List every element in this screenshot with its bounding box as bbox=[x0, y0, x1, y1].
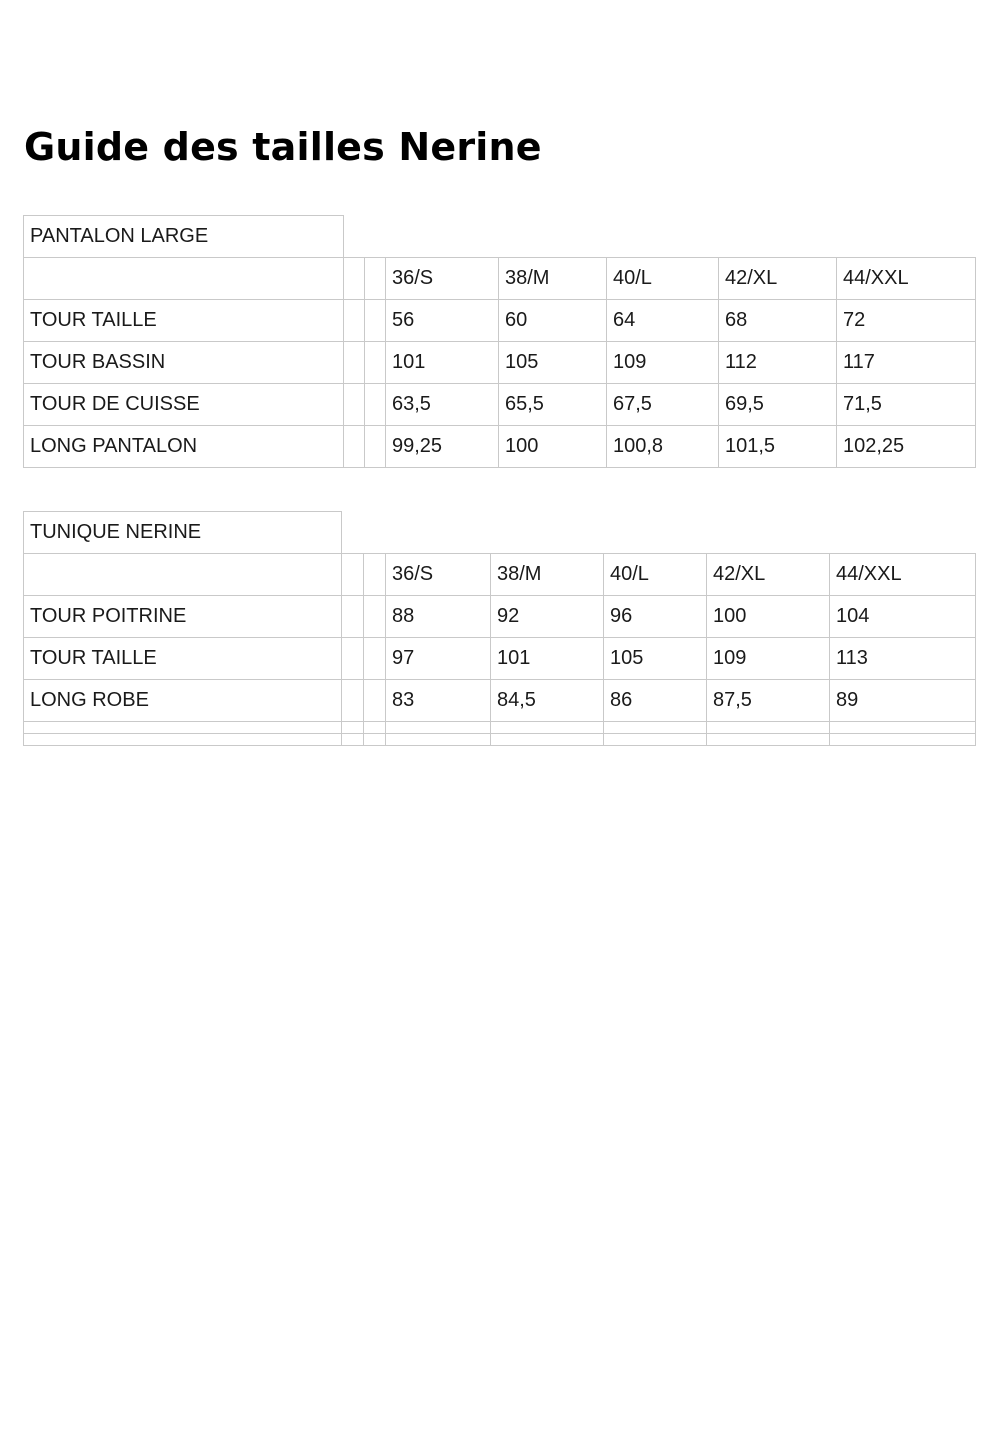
cell-value: 71,5 bbox=[837, 384, 976, 426]
table-title-row bbox=[24, 512, 976, 554]
cell-value: 86 bbox=[604, 680, 707, 722]
cell-value: 100,8 bbox=[607, 426, 719, 468]
cell-value: 99,25 bbox=[386, 426, 499, 468]
row-label: LONG ROBE bbox=[24, 680, 342, 722]
cell-value: 101,5 bbox=[719, 426, 837, 468]
empty-row bbox=[24, 722, 976, 734]
cell-value: 104 bbox=[830, 596, 976, 638]
row-label: TOUR TAILLE bbox=[24, 300, 344, 342]
table-row bbox=[24, 426, 976, 468]
cell-value: 72 bbox=[837, 300, 976, 342]
size-header-row bbox=[24, 258, 976, 300]
size-header: 42/XL bbox=[719, 258, 837, 300]
size-table-pantalon bbox=[23, 215, 976, 468]
cell-value: 101 bbox=[491, 638, 604, 680]
size-header: 40/L bbox=[604, 554, 707, 596]
row-label: TOUR TAILLE bbox=[24, 638, 342, 680]
cell-value: 112 bbox=[719, 342, 837, 384]
cell-value: 100 bbox=[499, 426, 607, 468]
cell-value: 102,25 bbox=[837, 426, 976, 468]
cell-value: 92 bbox=[491, 596, 604, 638]
cell-value: 67,5 bbox=[607, 384, 719, 426]
cell-value: 89 bbox=[830, 680, 976, 722]
size-header: 36/S bbox=[386, 554, 491, 596]
page-title: Guide des tailles Nerine bbox=[24, 125, 542, 169]
cell-value: 56 bbox=[386, 300, 499, 342]
cell-value: 64 bbox=[607, 300, 719, 342]
row-label: TOUR POITRINE bbox=[24, 596, 342, 638]
cell-value: 68 bbox=[719, 300, 837, 342]
cell-value: 63,5 bbox=[386, 384, 499, 426]
size-header: 44/XXL bbox=[837, 258, 976, 300]
table-row bbox=[24, 342, 976, 384]
cell-value: 60 bbox=[499, 300, 607, 342]
size-table-tunique bbox=[23, 511, 976, 746]
size-header: 38/M bbox=[499, 258, 607, 300]
table-row bbox=[24, 638, 976, 680]
table-title: TUNIQUE NERINE bbox=[24, 512, 342, 554]
cell-value: 109 bbox=[707, 638, 830, 680]
cell-value: 87,5 bbox=[707, 680, 830, 722]
cell-value: 65,5 bbox=[499, 384, 607, 426]
cell-value: 105 bbox=[499, 342, 607, 384]
size-table bbox=[23, 215, 976, 468]
cell-value: 109 bbox=[607, 342, 719, 384]
size-header: 42/XL bbox=[707, 554, 830, 596]
table-title: PANTALON LARGE bbox=[24, 216, 344, 258]
cell-value: 100 bbox=[707, 596, 830, 638]
size-header: 44/XXL bbox=[830, 554, 976, 596]
size-header: 40/L bbox=[607, 258, 719, 300]
cell-value: 96 bbox=[604, 596, 707, 638]
table-row bbox=[24, 384, 976, 426]
size-header: 36/S bbox=[386, 258, 499, 300]
cell-value: 69,5 bbox=[719, 384, 837, 426]
cell-value: 97 bbox=[386, 638, 491, 680]
row-label: TOUR BASSIN bbox=[24, 342, 344, 384]
table-row bbox=[24, 680, 976, 722]
cell-value: 83 bbox=[386, 680, 491, 722]
row-label: LONG PANTALON bbox=[24, 426, 344, 468]
size-table bbox=[23, 511, 976, 746]
cell-value: 117 bbox=[837, 342, 976, 384]
cell-value: 105 bbox=[604, 638, 707, 680]
table-row bbox=[24, 300, 976, 342]
size-header-row bbox=[24, 554, 976, 596]
cell-value: 113 bbox=[830, 638, 976, 680]
empty-row bbox=[24, 734, 976, 746]
cell-value: 101 bbox=[386, 342, 499, 384]
cell-value: 88 bbox=[386, 596, 491, 638]
row-label: TOUR DE CUISSE bbox=[24, 384, 344, 426]
size-header: 38/M bbox=[491, 554, 604, 596]
table-title-row bbox=[24, 216, 976, 258]
cell-value: 84,5 bbox=[491, 680, 604, 722]
table-row bbox=[24, 596, 976, 638]
